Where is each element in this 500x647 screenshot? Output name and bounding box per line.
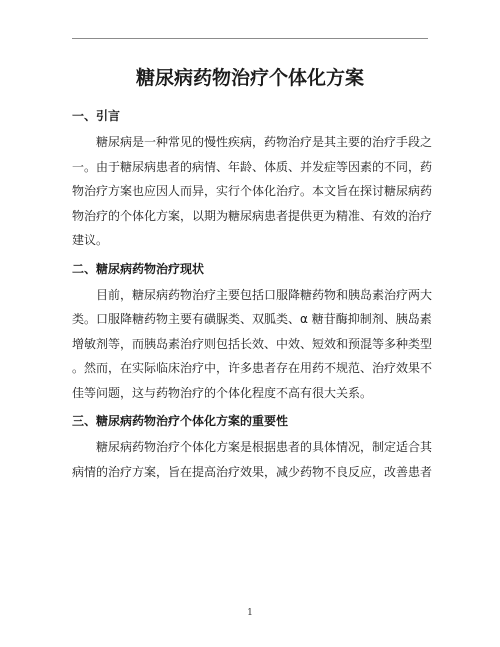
- paragraph-line: 增敏剂等，而胰岛素治疗则包括长效、中效、短效和预混等多种类型: [72, 336, 433, 351]
- document-title: 糖尿病药物治疗个体化方案: [135, 67, 364, 89]
- section-paragraph: [72, 435, 433, 484]
- section-current-status: [72, 261, 433, 406]
- section-paragraph: [72, 283, 433, 406]
- page-number: 1: [247, 608, 253, 618]
- document-body: [72, 108, 433, 492]
- paragraph-line: 建议。: [72, 233, 109, 247]
- paragraph-line: 糖尿病是一种常见的慢性疾病，药物治疗是其主要的治疗手段之: [96, 135, 433, 149]
- paragraph-line: 糖尿病药物治疗个体化方案是根据患者的具体情况，制定适合其: [96, 440, 433, 454]
- paragraph-line: 佳等问题，这与药物治疗的个体化程度不高有很大关系。: [72, 385, 373, 400]
- header-rule: [72, 38, 428, 39]
- section-heading: 三、糖尿病药物治疗个体化方案的重要性: [72, 414, 289, 428]
- paragraph-line: 类。口服降糖药物主要有磺脲类、双胍类、α 糖苷酶抑制剂、胰岛素: [72, 312, 432, 326]
- paragraph-line: 目前，糖尿病药物治疗主要包括口服降糖药物和胰岛素治疗两大: [96, 287, 433, 302]
- section-importance: [72, 413, 433, 484]
- paragraph-line: 病情的治疗方案，旨在提高治疗效果，减少药物不良反应，改善患者: [72, 464, 433, 479]
- paragraph-line: 。然而，在实际临床治疗中，许多患者存在用药不规范、治疗效果不: [72, 361, 433, 375]
- paragraph-line: 一。由于糖尿病患者的病情、年龄、体质、并发症等因素的不同，药: [72, 159, 433, 174]
- section-heading: 一、引言: [72, 109, 121, 123]
- section-heading: 二、糖尿病药物治疗现状: [72, 261, 205, 276]
- paragraph-line: 物治疗的个体化方案，以期为糖尿病患者提供更为精准、有效的治疗: [72, 208, 433, 223]
- paragraph-line: 物治疗方案也应因人而异，实行个体化治疗。本文旨在探讨糖尿病药: [72, 184, 433, 198]
- section-paragraph: [72, 130, 433, 253]
- section-introduction: [72, 108, 433, 253]
